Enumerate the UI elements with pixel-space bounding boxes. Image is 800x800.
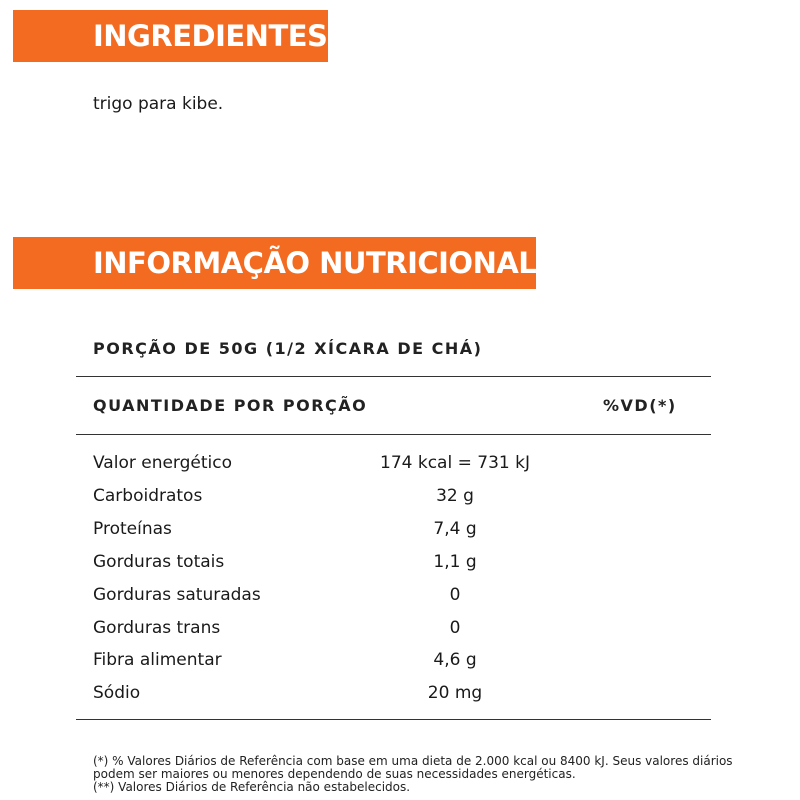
table-row (0, 683, 800, 716)
table-row (0, 453, 800, 486)
nutrient-value: 1,1 g (433, 552, 477, 572)
portion-size: PORÇÃO DE 50G (1/2 XÍCARA DE CHÁ) (93, 339, 483, 358)
nutrient-name: Gorduras totais (93, 552, 225, 572)
table-header-divider (76, 434, 711, 435)
footnote-daily-values: (*) % Valores Diários de Referência com base em uma dieta de 2.000 kcal ou 8400 kJ. Seus valores diários podem ser maiores ou menores dependendo de suas necessidades energéticas. (93, 754, 733, 781)
nutrient-value: 4,6 g (433, 650, 477, 670)
table-row (0, 650, 800, 683)
nutrient-name: Valor energético (93, 453, 233, 473)
table-row (0, 519, 800, 552)
nutrient-name: Gorduras saturadas (93, 585, 261, 605)
nutrient-name: Sódio (93, 683, 141, 703)
ingredients-header: INGREDIENTES (13, 10, 328, 62)
nutrient-name: Carboidratos (93, 486, 203, 506)
table-bottom-divider (76, 719, 711, 720)
quantity-per-portion-header: QUANTIDADE POR PORÇÃO (93, 396, 368, 415)
nutrition-header: INFORMAÇÃO NUTRICIONAL (13, 237, 536, 289)
nutrient-name: Fibra alimentar (93, 650, 222, 670)
ingredients-text: trigo para kibe. (93, 94, 224, 114)
table-row (0, 585, 800, 618)
nutrient-value: 32 g (436, 486, 474, 506)
nutrient-value: 0 (449, 618, 461, 638)
table-top-divider (76, 376, 711, 377)
nutrient-value: 7,4 g (433, 519, 477, 539)
nutrient-name: Proteínas (93, 519, 172, 539)
nutrient-value: 174 kcal = 731 kJ (380, 453, 530, 473)
footnote-not-established: (**) Valores Diários de Referência não estabelecidos. (93, 780, 411, 794)
daily-value-header: %VD(*) (603, 396, 677, 415)
nutrient-value: 0 (449, 585, 461, 605)
table-row (0, 618, 800, 651)
nutrient-value: 20 mg (427, 683, 483, 703)
table-row (0, 552, 800, 585)
nutrient-name: Gorduras trans (93, 618, 221, 638)
table-row (0, 486, 800, 519)
